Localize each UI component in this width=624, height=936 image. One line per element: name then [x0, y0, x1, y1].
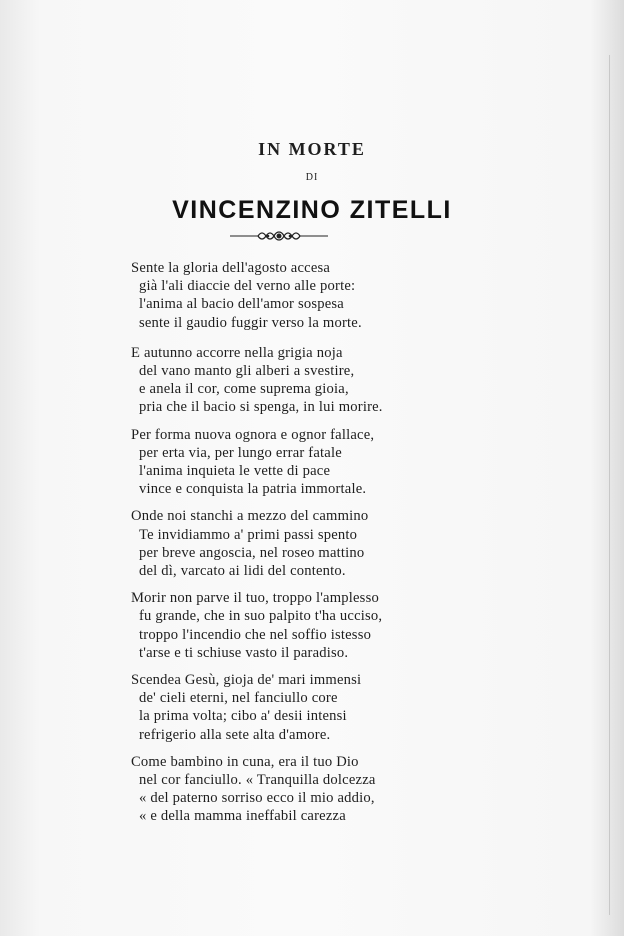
verse-line: l'anima al bacio dell'amor sospesa	[139, 296, 344, 313]
poem-title: IN MORTE	[258, 139, 366, 159]
title-preposition: DI	[305, 172, 319, 183]
verse-line: già l'ali diaccie del verno alle porte:	[139, 278, 356, 295]
verse-line: del dì, varcato ai lidi del contento.	[139, 563, 346, 580]
verse-line: vince e conquista la patria immortale.	[139, 481, 367, 498]
page-fold-shadow	[609, 55, 610, 915]
verse-line: « del paterno sorriso ecco il mio addio,	[139, 790, 375, 807]
stanza	[131, 507, 491, 580]
stanza	[131, 426, 491, 499]
stanza	[131, 344, 491, 417]
verse-line: Scendea Gesù, gioja de' mari immensi	[131, 672, 362, 689]
verse-line: pria che il bacio si spenga, in lui morire.	[139, 399, 383, 416]
verse-line: « e della mamma ineffabil carezza	[139, 808, 346, 825]
verse-line: Te invidiammo a' primi passi spento	[139, 526, 358, 543]
verse-line: fu grande, che in suo palpito t'ha ucciso,	[139, 608, 383, 625]
stanza	[131, 671, 491, 744]
verse-line: Sente la gloria dell'agosto accesa	[131, 260, 331, 276]
verse-line: nel cor fanciullo. « Tranquilla dolcezza	[139, 772, 376, 789]
verse-line: Morir non parve il tuo, troppo l'amplesso	[131, 590, 379, 607]
verse-line: la prima volta; cibo a' desii intensi	[139, 708, 347, 725]
verse-line: E autunno accorre nella grigia noja	[131, 344, 343, 361]
verse-line: l'anima inquieta le vette di pace	[139, 463, 331, 480]
verse-line: del vano manto gli alberi a svestire,	[139, 363, 355, 380]
verse-line: per erta via, per lungo errar fatale	[139, 444, 342, 461]
verse-line: Come bambino in cuna, era il tuo Dio	[131, 753, 359, 770]
verse-line: e anela il cor, come suprema gioia,	[139, 381, 349, 398]
stanza	[131, 753, 491, 826]
verse-line: t'arse e ti schiuse vasto il paradiso.	[139, 644, 349, 661]
poem-body	[131, 259, 491, 835]
verse-line: de' cieli eterni, nel fanciullo core	[139, 690, 338, 707]
verse-line: sente il gaudio fuggir verso la morte.	[139, 314, 362, 331]
decorative-flourish-icon	[228, 227, 330, 245]
stanza	[131, 259, 491, 332]
stanza	[131, 589, 491, 662]
verse-line: troppo l'incendio che nel soffio istesso	[139, 626, 372, 643]
dedicatee-name: VINCENZINO ZITELLI	[172, 196, 452, 224]
verse-line: per breve angoscia, nel roseo mattino	[139, 544, 365, 561]
verse-line: Per forma nuova ognora e ognor fallace,	[131, 426, 375, 443]
verse-line: Onde noi stanchi a mezzo del cammino	[131, 508, 369, 525]
verse-line: refrigerio alla sete alta d'amore.	[139, 726, 331, 743]
